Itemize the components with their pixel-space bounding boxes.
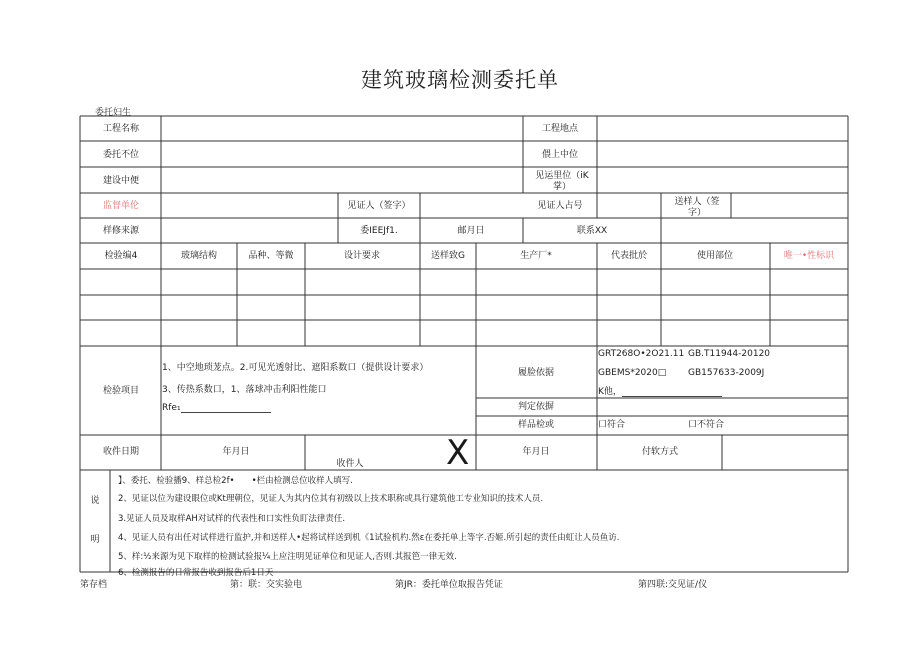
column-header-sample-count: 送样致G <box>431 251 465 261</box>
note-5: 5、样:½来源为见下取样的检测试验报¼上应注明见证单位和见证人,否则.其报笆一律无效. <box>118 552 457 562</box>
column-header-manufacturer: 生产厂* <box>520 251 552 261</box>
footer-copy-1: 笫存档 <box>80 580 108 590</box>
basis-label: 履脸依据 <box>517 368 555 378</box>
sender-sign-label: 送样人（签字） <box>674 197 720 218</box>
footer-copy-4: 第四联:交见证/仪 <box>638 580 708 590</box>
column-header-variety-grade: 品种、等微 <box>248 251 294 261</box>
column-header-glass-structure: 玻璃结构 <box>180 251 218 261</box>
supervision-unit-label: 监督单伦 <box>102 201 140 211</box>
witness-unit-label: 见运里位（iK掌） <box>535 171 589 192</box>
client-unit-label: 委托不位 <box>102 150 140 160</box>
construction-unit-label: 偎上中位 <box>541 150 579 160</box>
receipt-date-label: 收件日期 <box>102 447 140 457</box>
note-1: 】、委托、检验播9、样总检2f• •栏由检测总位收样人填写. <box>118 476 353 486</box>
sample-check-label: 样品检或 <box>517 420 555 430</box>
conform-checkbox[interactable]: 口符合 <box>598 420 626 430</box>
witness-cert-label: 见证人占号 <box>537 201 583 211</box>
test-items-line1: 1、中空地琐茏点。2.可见光透射比、遮阳系数口（提供设计要求） <box>162 363 429 373</box>
judgment-basis-label: 判定依摒 <box>517 402 555 412</box>
builder-label: 建设中便 <box>102 176 140 186</box>
receipt-date-2: 年月日 <box>522 447 550 457</box>
column-header-batch: 代表批於 <box>610 251 648 261</box>
footer-copy-3: 第JR：委托单位取报告凭证 <box>395 580 503 590</box>
note-4: 4、见证人员有出任对试样进行监护,并和送样人•起将试样送到机《1试验机杓.然ε在委托单上等字.否姬.所引起的责任由虹让人员鱼访. <box>118 533 620 543</box>
column-header-design-requirement: 设计要求 <box>343 251 381 261</box>
standard-3: GBEMS*2020□ <box>598 368 667 378</box>
standard-other: K他， <box>598 388 722 397</box>
notes-label-top: 说 <box>90 496 100 506</box>
contact-label: 联系XX <box>576 226 608 236</box>
note-2: 2、见证以位为建设眼位或Kt理朝位，见证人为其内位其有初级以上技术职称或具行建筑他工专业知识的技术人员. <box>118 494 544 504</box>
client-label: 委托妇生 <box>95 108 132 118</box>
witness-sign-label: 见证人（签字） <box>347 201 411 211</box>
column-header-sample-no: 检验编4 <box>104 251 138 261</box>
standard-2: GB.T11944-20120 <box>688 349 771 359</box>
page-title: 建筑玻璃检测委托单 <box>361 68 559 92</box>
test-items-other: Rfe₁ <box>162 404 271 413</box>
footer-copy-2: 第：联：交实验电 <box>230 580 303 590</box>
receiver-label: 收件人 <box>336 459 364 469</box>
column-header-usage-location: 使用部位 <box>696 251 734 261</box>
test-items-label: 检验项目 <box>102 386 140 396</box>
project-location-label: 工程地点 <box>541 124 579 134</box>
standard-1: GRT268O•2O21.11 <box>598 349 685 359</box>
cross-mark: X <box>446 433 470 473</box>
note-3: 3.见证人员及取样AH对试样的代表性和口实性负盯法律责任. <box>118 514 346 524</box>
standard-4: GB157633-2009J <box>688 368 765 378</box>
payment-method-label: 付软方式 <box>641 447 679 457</box>
column-header-unique-id: 唯一•性标识 <box>783 251 835 261</box>
notes-label-bottom: 明 <box>90 535 100 545</box>
receipt-date-value: 年月日 <box>222 447 250 457</box>
test-items-line2: 3、传热系数口，1、落球冲击利阳性能口 <box>162 385 327 395</box>
project-name-label: 工程名称 <box>102 124 140 134</box>
commission-date-label: 委IEEJf1. <box>360 226 398 236</box>
nonconform-checkbox[interactable]: 口不符合 <box>688 420 725 430</box>
post-date-label: 邮月日 <box>457 226 485 236</box>
note-6: 6、检测报告的日常报告收到报告后1日天 <box>118 568 274 578</box>
sample-source-label: 样修来源 <box>102 226 140 236</box>
